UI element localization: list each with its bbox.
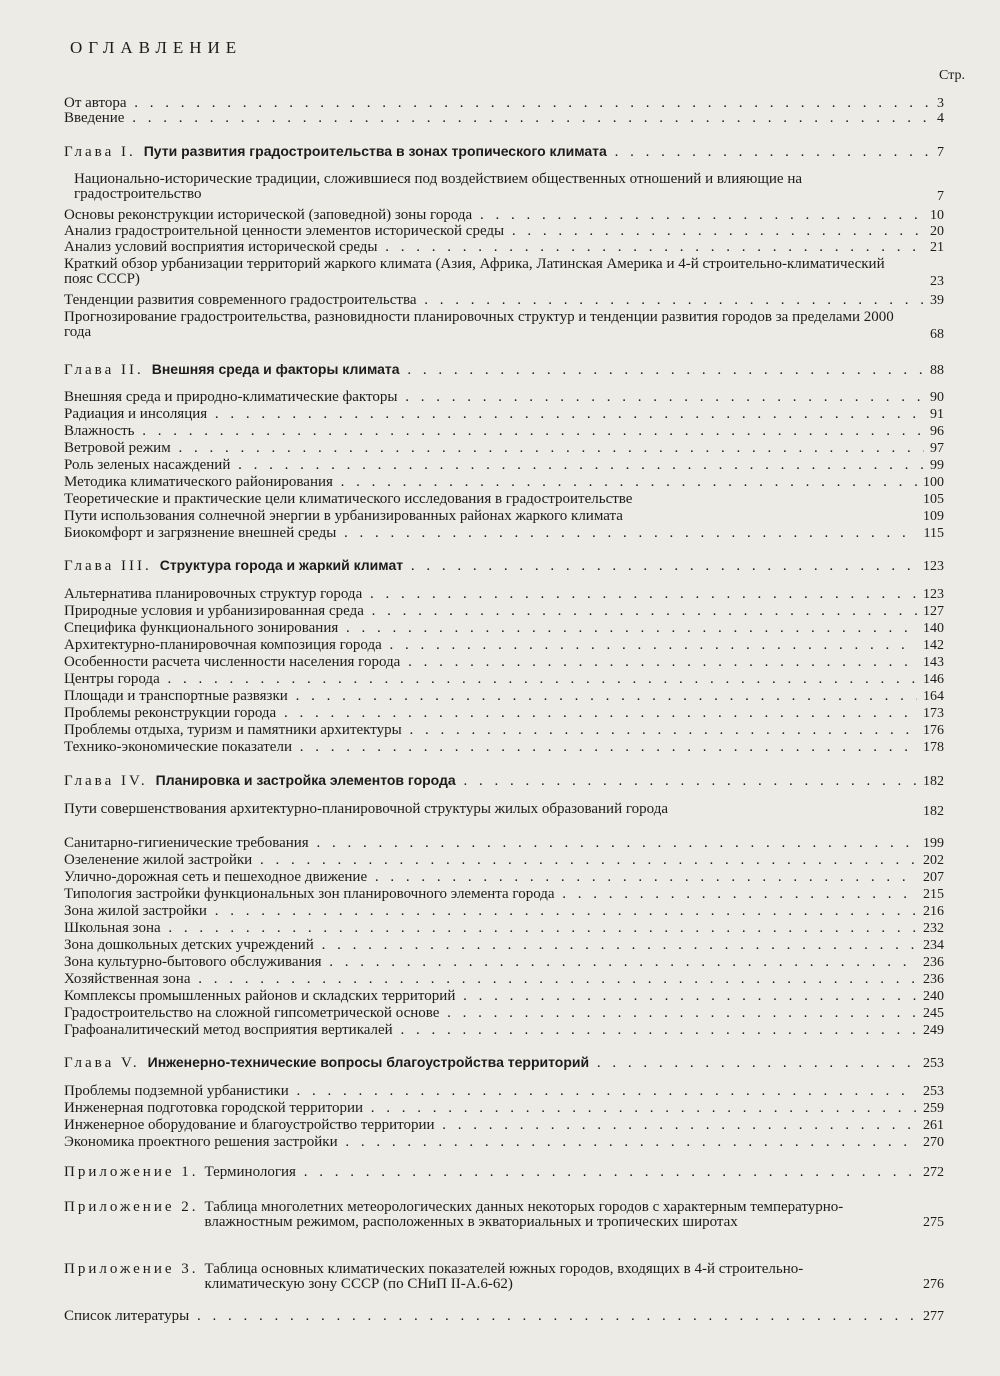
entry-page: 143 [917, 655, 944, 670]
toc-entry[interactable] [64, 1135, 944, 1150]
entry-title: Инженерное оборудование и благоустройство территории . . . [64, 1118, 944, 1133]
toc-entry[interactable] [64, 672, 944, 687]
entry-title: Анализ условий восприятия исторической среды . . . [64, 240, 944, 255]
entry-page: 176 [917, 723, 944, 738]
entry-page: 4 [931, 111, 944, 126]
entry-page: 215 [917, 887, 944, 902]
entry-page: 109 [917, 509, 944, 524]
chapter-title: Внешняя среда и факторы климата [151, 362, 400, 377]
entry-page: 236 [917, 972, 944, 987]
entry-page: 68 [924, 327, 944, 342]
toc-entry[interactable] [64, 972, 944, 987]
chapter-heading[interactable] [64, 362, 944, 378]
entry-title: Проблемы подземной урбанистики . . . [64, 1084, 944, 1099]
chapter-heading[interactable] [64, 558, 944, 574]
appendix-label: Приложение 1. [64, 1165, 199, 1180]
entry-page: 23 [924, 274, 944, 289]
toc-entry[interactable] [64, 904, 944, 919]
entry-title: Введение . . . [64, 111, 944, 126]
entry-title: Альтернатива планировочных структур города . . . [64, 587, 944, 602]
toc-entry[interactable] [64, 655, 944, 670]
entry-title: Хозяйственная зона . . . [64, 972, 944, 987]
entry-title: Влажность . . . [64, 424, 944, 439]
toc-entry[interactable] [64, 111, 944, 126]
entry-page: 245 [917, 1006, 944, 1021]
toc-entry[interactable] [64, 1023, 944, 1038]
entry-title: Список литературы . . . [64, 1309, 944, 1324]
entry-page: 240 [917, 989, 944, 1004]
entry-page: 261 [917, 1118, 944, 1133]
chapter-label: Глава III. [64, 558, 152, 574]
entry-page: 100 [917, 475, 944, 490]
entry-page: 39 [924, 293, 944, 308]
entry-page: 202 [917, 853, 944, 868]
toc-entry[interactable] [64, 1006, 944, 1021]
toc-entry[interactable] [64, 989, 944, 1004]
entry-page: 207 [917, 870, 944, 885]
toc-entry[interactable] [64, 424, 944, 439]
toc-entry[interactable] [64, 509, 944, 524]
entry-page: 232 [917, 921, 944, 936]
entry-title: Инженерная подготовка городской территории . . . [64, 1101, 944, 1116]
entry-page: 216 [917, 904, 944, 919]
entry-title: Санитарно-гигиенические требования . . . [64, 836, 944, 851]
toc-entry[interactable] [64, 604, 944, 619]
chapter-label: Глава I. [64, 144, 136, 160]
entry-title: Проблемы отдыха, туризм и памятники архитектуры . . . [64, 723, 944, 738]
chapter-title: Пути развития градостроительства в зонах тропического климата [143, 144, 607, 159]
entry-title: Пути совершенствования архитектурно-планировочной структуры жилых образований города [64, 802, 668, 817]
entry-page: 142 [917, 638, 944, 653]
entry-title: Анализ градостроительной ценности элементов исторической среды . . . [64, 224, 944, 239]
toc-entry[interactable] [64, 96, 944, 111]
entry-title: Школьная зона . . . [64, 921, 944, 936]
entry-page: 20 [924, 224, 944, 239]
toc-entry[interactable] [64, 492, 944, 507]
toc-heading: ОГЛАВЛЕНИЕ [70, 38, 243, 57]
toc-entry[interactable] [64, 836, 944, 851]
entry-page: 249 [917, 1023, 944, 1038]
toc-entry[interactable] [64, 1101, 944, 1116]
entry-title: Пути использования солнечной энергии в урбанизированных районах жаркого климата [64, 509, 623, 524]
entry-title: Краткий обзор урбанизации территорий жаркого климата (Азия, Африка, Латинская Америка и 4-й строительно-климатический пояс СССР) [64, 257, 885, 287]
entry-page: 90 [924, 390, 944, 405]
entry-title: Экономика проектного решения застройки . . . [64, 1135, 944, 1150]
entry-title: Внешняя среда и природно-климатические факторы . . . [64, 390, 944, 405]
entry-title: Озеленение жилой застройки . . . [64, 853, 944, 868]
appendix-page: 272 [917, 1165, 944, 1180]
toc-entry[interactable] [64, 458, 944, 473]
chapter-heading[interactable] [64, 1055, 944, 1071]
toc-entry[interactable] [64, 1118, 944, 1133]
chapter-title: Структура города и жаркий климат [159, 558, 404, 573]
entry-page: 199 [917, 836, 944, 851]
entry-title: Национально-исторические традиции, сложившиеся под воздействием общественных отношений и влияющие на градостроительство [74, 172, 803, 202]
entry-page: 3 [931, 96, 944, 111]
appendix-entry[interactable] [64, 1165, 944, 1180]
entry-page: 91 [924, 407, 944, 422]
entry-page: 10 [924, 208, 944, 223]
toc-entry[interactable] [74, 172, 944, 202]
toc-entry[interactable] [64, 475, 944, 490]
toc-entry[interactable] [64, 853, 944, 868]
chapter-title: Планировка и застройка элементов города [155, 773, 456, 788]
toc-entry[interactable] [64, 689, 944, 704]
toc-entry[interactable] [64, 293, 944, 308]
entry-title: Градостроительство на сложной гипсометрической основе . . . [64, 1006, 944, 1021]
entry-page: 99 [924, 458, 944, 473]
toc-entry[interactable] [64, 257, 944, 287]
toc-entry[interactable] [64, 706, 944, 721]
chapter-page: 253 [917, 1056, 944, 1071]
chapter-heading[interactable] [64, 144, 944, 160]
appendix-entry[interactable] [64, 1200, 944, 1230]
chapter-title: Инженерно-технические вопросы благоустройства территорий [147, 1055, 590, 1070]
appendix-label: Приложение 2. [64, 1200, 199, 1215]
entry-title: Графоаналитический метод восприятия вертикалей . . . [64, 1023, 944, 1038]
entry-page: 123 [917, 587, 944, 602]
appendix-page: 276 [917, 1277, 944, 1292]
appendix-title: Таблица многолетних метеорологических данных некоторых городов с характерным температурно-влажностным режимом, расположенных в экваториальных и тропических широтах [204, 1200, 844, 1230]
entry-title: Улично-дорожная сеть и пешеходное движение . . . [64, 870, 944, 885]
entry-page: 173 [917, 706, 944, 721]
chapter-label: Глава V. [64, 1055, 140, 1071]
entry-page: 178 [917, 740, 944, 755]
entry-page: 234 [917, 938, 944, 953]
entry-title: Проблемы реконструкции города . . . [64, 706, 944, 721]
entry-page: 140 [917, 621, 944, 636]
entry-title: Зона дошкольных детских учреждений . . . [64, 938, 944, 953]
entry-page: 270 [917, 1135, 944, 1150]
entry-page: 146 [917, 672, 944, 687]
toc-entry[interactable] [64, 955, 944, 970]
entry-page: 96 [924, 424, 944, 439]
chapter-page: 88 [924, 363, 944, 378]
entry-title: Биокомфорт и загрязнение внешней среды . . . [64, 526, 944, 541]
toc-entry[interactable] [64, 224, 944, 239]
entry-title: Природные условия и урбанизированная среда . . . [64, 604, 944, 619]
entry-title: Площади и транспортные развязки . . . [64, 689, 944, 704]
page-column-header: Стр. [939, 68, 965, 83]
entry-title: Особенности расчета численности населения города . . . [64, 655, 944, 670]
toc-entry[interactable] [64, 921, 944, 936]
entry-title: Центры города . . . [64, 672, 944, 687]
entry-page: 253 [917, 1084, 944, 1099]
toc-entry[interactable] [64, 723, 944, 738]
entry-page: 105 [917, 492, 944, 507]
toc-entry[interactable] [64, 938, 944, 953]
toc-entry[interactable] [64, 390, 944, 405]
entry-page: 7 [931, 189, 944, 204]
entry-title: Зона жилой застройки . . . [64, 904, 944, 919]
entry-title: Ветровой режим . . . [64, 441, 944, 456]
chapter-heading[interactable] [64, 773, 944, 789]
entry-title: Тенденции развития современного градостроительства . . . [64, 293, 944, 308]
entry-page: 236 [917, 955, 944, 970]
toc-entry[interactable] [64, 310, 944, 340]
entry-title: Комплексы промышленных районов и складских территорий . . . [64, 989, 944, 1004]
appendix-entry[interactable] [64, 1262, 944, 1292]
entry-page: 97 [924, 441, 944, 456]
entry-title: Типология застройки функциональных зон планировочного элемента города . . . [64, 887, 944, 902]
appendix-title: Терминология [204, 1165, 296, 1180]
entry-page: 127 [917, 604, 944, 619]
entry-page: 164 [917, 689, 944, 704]
entry-title: Технико-экономические показатели . . . [64, 740, 944, 755]
entry-page: 21 [924, 240, 944, 255]
toc-entry[interactable] [64, 621, 944, 636]
toc-entry[interactable] [64, 526, 944, 541]
toc-entry[interactable] [64, 638, 944, 653]
entry-title: Архитектурно-планировочная композиция города . . . [64, 638, 944, 653]
toc-entry[interactable] [64, 870, 944, 885]
entry-page: 259 [917, 1101, 944, 1116]
entry-title: Прогнозирование градостроительства, разновидности планировочных структур и тенденции развития городов за пределами 2000 года [64, 310, 894, 340]
toc-entry[interactable] [64, 887, 944, 902]
entry-title: Специфика функционального зонирования . . . [64, 621, 944, 636]
entry-title: От автора . . . [64, 96, 944, 111]
toc-entry[interactable] [64, 587, 944, 602]
entry-title: Основы реконструкции исторической (заповедной) зоны города . . . [64, 208, 944, 223]
appendix-label: Приложение 3. [64, 1262, 199, 1277]
appendix-title: Таблица основных климатических показателей южных городов, входящих в 4-й строительно-климатическую зону СССР (по СНиП II-А.6-62) [204, 1262, 804, 1292]
entry-title: Радиация и инсоляция . . . [64, 407, 944, 422]
toc-entry[interactable] [64, 407, 944, 422]
entry-title: Роль зеленых насаждений . . . [64, 458, 944, 473]
toc-entry[interactable] [64, 208, 944, 223]
entry-title: Методика климатического районирования . . . [64, 475, 944, 490]
chapter-label: Глава IV. [64, 773, 148, 789]
toc-entry[interactable] [64, 240, 944, 255]
chapter-page: 182 [917, 774, 944, 789]
chapter-page: 123 [917, 559, 944, 574]
toc-entry[interactable] [64, 441, 944, 456]
toc-entry[interactable] [64, 1084, 944, 1099]
entry-page: 277 [917, 1309, 944, 1324]
appendix-page: 275 [917, 1215, 944, 1230]
toc-entry[interactable] [64, 740, 944, 755]
entry-title: Зона культурно-бытового обслуживания . . . [64, 955, 944, 970]
toc-entry[interactable] [64, 802, 944, 817]
chapter-page: 7 [931, 145, 944, 160]
entry-title: Теоретические и практические цели климатического исследования в градостроительстве [64, 492, 633, 507]
bibliography-entry[interactable] [64, 1309, 944, 1324]
entry-page: 115 [918, 526, 944, 541]
entry-page: 182 [917, 804, 944, 819]
chapter-label: Глава II. [64, 362, 144, 378]
